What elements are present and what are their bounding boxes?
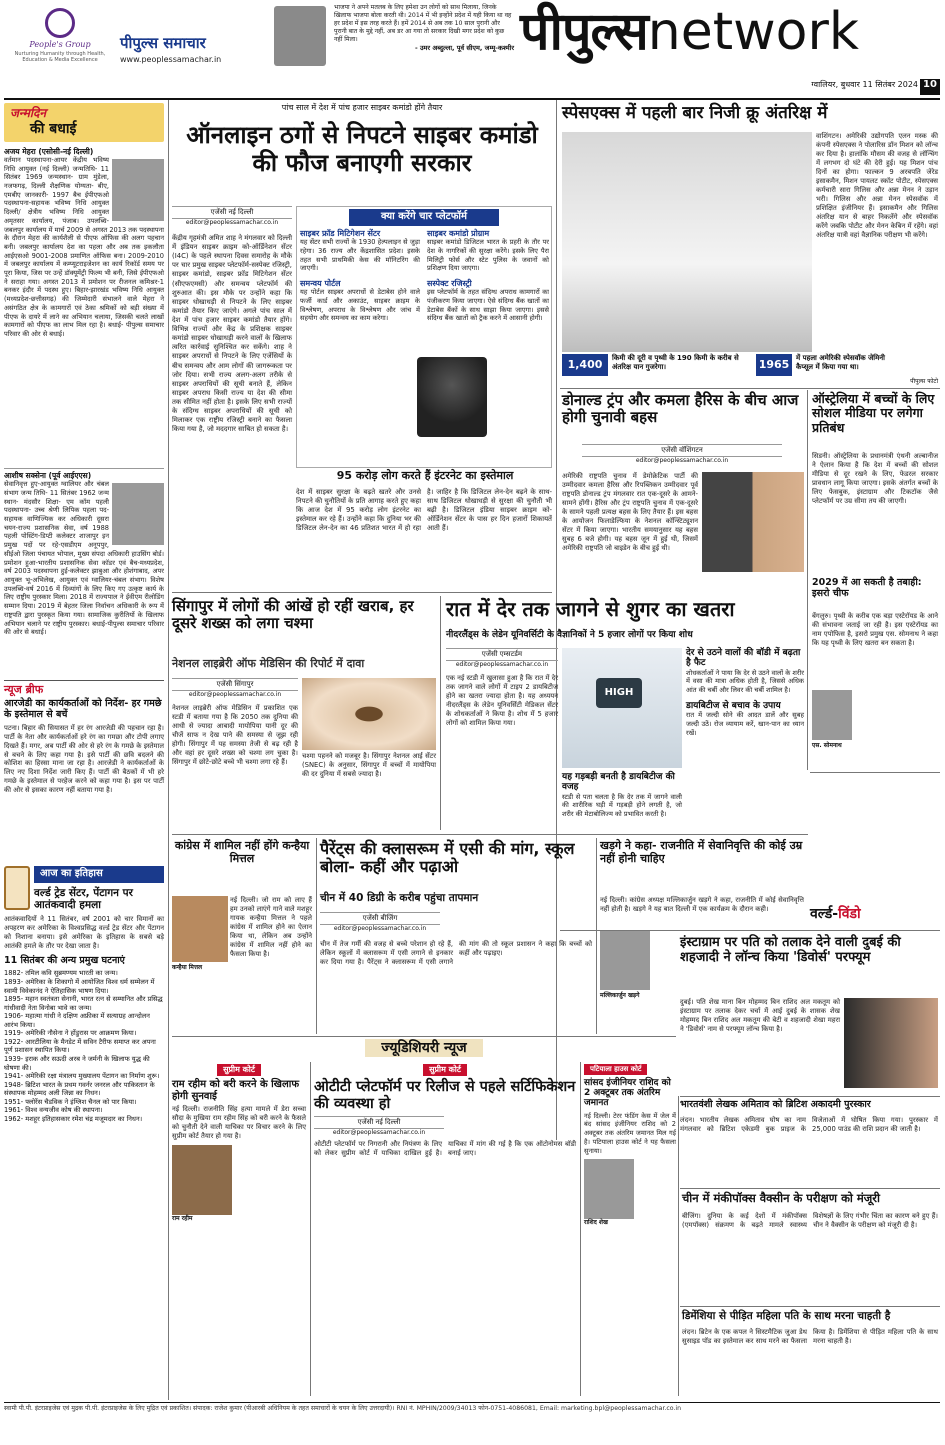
world-window-label-b: विंडो (838, 906, 861, 922)
news-brief-section (4, 680, 164, 860)
person2-photo (112, 483, 164, 545)
judiciary-label (172, 1040, 676, 1060)
paper-small-title: पीपुल्स समाचार (120, 34, 206, 52)
history-event: 1941- अमेरिकी रक्षा मंत्रालय मुख्यालय पेंटागन का निर्माण शुरू। (4, 1072, 160, 1081)
quote-text: भाजपा ने अपने मतलब के लिए हमेशा उन लोगों को साथ मिलाया, जिनके खिलाफ भाजपा बोला करती थी। 2014 में भी इन्होंने प्रदेश में यही किया था वह हर प्रदेश में इस तरह करते हैं। हमें 2014 से अब तक 10 साल पुरानी और पुरानी बात के मुद्दे नहीं, अब डर आ गया तो सरकार दिखी मगर प्रदेश को कुछ नहीं मिला। (334, 4, 512, 44)
judiciary-col3-headline: सांसद इंजीनियर राशिद को 2 अक्टूबर तक अंतरिम जमानत (584, 1077, 671, 1109)
cyber-sub-text: देश में साइबर सुरक्षा के बढ़ते खतरे और उनसे निपटने की चुनौतियों के प्रति आगाह करते हुए कहा कि आज देश में 95 करोड़ लोग इंटरनेट का इस्तेमाल कर रहे हैं। उन्होंने कहा कि दुनिया भर की डिजिटल लेन-देन का 46 प्रतिशत भारत में हो रहा है। जाहिर है कि डिजिटल लेन-देन बढ़ने के साथ-साथ डिजिटल धोखाधड़ी से सुरक्षा की चुनौती भी बढ़ी है। डिजिटल इंडिया साइबर क्राइम को-ऑर्डिनेशन सेंटर के पास हर दिन हजारों शिकायतें आती हैं। (296, 488, 552, 533)
sugar-side-title: देर से उठने वालों की बॉडी में बढ़ता है फैट (686, 648, 801, 669)
judiciary-col3 (584, 1064, 676, 1394)
spacex-credit: पीपुल्स फोटो (910, 378, 938, 385)
history-event: 1895- महान स्वतंत्रता सेनानी, भारत रत्न से सम्मानित और प्रसिद्ध गांधीवादी नेता विनोबा भावे का जन्म। (4, 995, 163, 1012)
dementia-headline: डिमेंशिया से पीड़ित महिला पति के साथ मरना चाहती है (682, 1310, 891, 1322)
debate-photo (702, 472, 804, 572)
booker-text: लंदन। भारतीय लेखक अमिताव घोष का नाम मंगलवार को ब्रिटिश एकेडमी बुक प्राइज के विजेताओं में घोषित किया गया। पुरस्कार में 25,000 पाउंड की राशि प्रदान की जाती है। (680, 1116, 938, 1133)
judiciary-col2-headline: ओटीटी प्लेटफॉर्म पर रिलीज से पहले सर्टिफिकेशन की व्यवस्था हो (314, 1079, 576, 1112)
world-window-label (810, 906, 940, 926)
cyber-byline-block (172, 206, 292, 230)
sugar-byline: एजेंसी एम्सटर्डम (446, 648, 558, 661)
cyber-box4-text: इस प्लेटफॉर्म के तहत संदिग्ध अपराध कामगारों का पंजीकरण किया जाएगा। ऐसे संदिग्ध बैंक खातों का डेटाबेस बैंकों के साथ साझा किया जाएगा। इससे संदिग्ध बैंक खातों को ट्रैक करने में आसानी होगी। (427, 288, 549, 323)
ac-byline-block (320, 912, 440, 936)
australia-sub-headline: 2029 में आ सकती है तबाही: इसरो चीफ (812, 577, 922, 599)
history-event: 1893- अमेरिका के शिकागो में आयोजित विश्व धर्म सम्मेलन में स्वामी विवेकानंद ने ऐतिहासिक भाषण दिया। (4, 977, 155, 995)
sugar-headline: रात में देर तक जागने से शुगर का खतरा (446, 597, 735, 621)
judiciary-col1-headline: राम रहीम को बरी करने के खिलाफ होगी सुनवाई (172, 1079, 300, 1102)
judiciary-col3-tag: पटियाला हाउस कोर्ट (584, 1064, 647, 1075)
spacex-stat1-text: किमी की दूरी व पृथ्वी के 190 किमी के करीब से अंतरिक्ष यान गुजरेगा। (612, 354, 739, 371)
kharge-photo (600, 930, 650, 990)
spacex-text: वाशिंगटन। अमेरिकी उद्योगपति एलन मस्क की कंपनी स्पेसएक्स ने पोलारिस डॉन मिशन को लॉन्च कर दिया है। हालांकि मौसम की वजह से लॉन्चिंग में लगभग दो घंटे की देरी हुई। यह मिशन पांच दिनों का होगा। फाल्कन 9 अरबपति जेरेड इसाकमैन, मिशन पायलट स्कॉट पोटीट, स्पेसएक्स कर्मचारी सारा गिलिस और अन्ना मेनन ने उड़ान भरी। गिलिस और अन्ना मेनन स्पेसवॉक में प्रशिक्षित इंजीनियर हैं। इसाकमैन और गिलिस अंतरिक्ष यान से बाहर निकलेंगे और स्पेसवॉक करेंगे जबकि पोटीट और मेनन केबिन में रहेंगे। वहां अंतरिक्ष यात्री वहां वैज्ञानिक परीक्षण भी करेंगे। (816, 132, 938, 239)
page-number: 10 (920, 79, 940, 95)
quote-photo (274, 6, 326, 66)
birthday-header (4, 103, 164, 142)
group-name: People's Group (29, 40, 91, 49)
title-hindi: पीपुल्स (520, 2, 648, 62)
history-headline: वर्ल्ड ट्रेड सेंटर, पेंटागन पर आतंकवादी हमला (34, 886, 133, 911)
judiciary-col2-byline: एजेंसी नई दिल्ली (314, 1116, 444, 1129)
ac-headline: पैरेंट्स की क्लासरूम में एसी की मांग, स्कूल बोला- कहीं और पढ़ाओ (320, 839, 575, 877)
sugar-side-text: शोधकर्ताओं ने पाया कि देर से उठने वालों के शरीर में वसा की मात्रा अधिक होती है, जिससे अधिक आंत की चर्बी और लिवर की चर्बी शामिल है। (686, 668, 804, 695)
spacex-stat2-text: में पहला अमेरिकी स्पेसवॉक जेमिनी कैप्सूल में किया गया था। (796, 354, 885, 371)
singapore-byline-block (172, 678, 298, 702)
news-brief-headline: आरजेडी का कार्यकर्ताओं को निर्देश- हर गमछे के इस्तेमाल से बचें (4, 697, 162, 720)
calendar-icon (4, 866, 30, 910)
cyber-box1-text: यह सेंटर सभी राज्यों के 1930 हेल्पलाइन से जुड़ा रहेगा। 36 राज्य और केंद्रशासित प्रदेश। इसके तहत सभी प्राथमिकी केस की मॉनिटरिंग की जाएगी। (300, 238, 420, 273)
birthday-header-top: जन्मदिन (10, 106, 47, 120)
dateline: ग्वालियर, बुधवार 11 सितंबर 2024 (811, 80, 918, 89)
paper-small-brand (120, 34, 270, 84)
sugar-byline-block (446, 648, 558, 672)
debate-text: अमेरिकी राष्ट्रपति चुनाव में डेमोक्रेटिक पार्टी की उम्मीदवार कमला हैरिस और रिपब्लिकन उम्मीदवार पूर्व राष्ट्रपति डोनाल्ड ट्रंप मंगलवार रात एक-दूसरे के आमने-सामने होंगी। हैरिस और ट्रंप राष्ट्रपति चुनाव में एक-दूसरे के सामने पहली प्रत्यक्ष बहस के लिए तैयार हैं। इस बहस के आयोजन फिलाडेल्फिया के नेशनल कॉन्स्टिट्यूशन सेंटर में किया जाएगा। भारतीय समयानुसार यह बहस सुबह 6 बजे होगी। यह बहस जून में हुई थी, जिसमें अमेरिकी राष्ट्रपति जो बाइडेन के बीच हुई थी। (562, 472, 698, 552)
cyber-box (296, 206, 552, 468)
history-event: 1948- ब्रिटिश भारत के प्रथम गवर्नर जनरल और पाकिस्तान के संस्थापक मोहम्मद अली जिन्ना का निधन। (4, 1080, 155, 1098)
debate-byline: एजेंसी वॉशिंगटन (582, 444, 782, 457)
sugar-tip-text: रात में जल्दी सोने की आदत डालें और सुबह जल्दी उठें। रोज व्यायाम करें, खान-पान का ध्यान रखें। (686, 711, 804, 737)
judiciary-col3-caption: राशिद शेख (584, 1219, 608, 1227)
sugar-email: editor@peoplessamachar.co.in (455, 660, 549, 668)
cyber-box1-title: साइबर फ्रॉड मिटिगेशन सेंटर (300, 229, 381, 238)
history-label: आज का इतिहास (34, 866, 164, 883)
kanhaiya-photo (172, 896, 228, 962)
world-window-photo (844, 998, 938, 1088)
history-text: आतंकवादियों ने 11 सितंबर, वर्ष 2001 को चार विमानों का अपहरण कर अमेरिका के विश्वप्रसिद्ध वर्ल्ड ट्रेड सेंटर और पेंटागन को निशाना बनाया। इसे अमेरिका के इतिहास के सबसे बड़े आतंकी हमले के तौर पर देखा जाता है। (4, 914, 164, 950)
judiciary-col1-text: नई दिल्ली। राजनीति सिंह हत्या मामले में डेरा सच्चा सौदा के मुखिया राम रहीम सिंह को बरी करने के फैसले को चुनौती देने वाली याचिका पर विचार करने के लिए सुप्रीम कोर्ट तैयार हो गया है। (172, 1105, 306, 1140)
world-window-label-a: वर्ल्ड- (810, 906, 839, 922)
cyber-box4-title: सस्पेक्ट रजिस्ट्री (427, 279, 472, 288)
cyber-kicker: पांच साल में देश में पांच हजार साइबर कमांडो होंगे तैयार (281, 103, 443, 112)
vaccine-text: बीजिंग। दुनिया के कई देशों में मंकीपॉक्स (एमपॉक्स) संक्रमण के बढ़ते मामले स्वास्थ्य विशेषज्ञों के लिए गंभीर चिंता का कारण बने हुए हैं। चीन ने वैक्सीन के परीक्षण को मंजूरी दी है। (682, 1212, 938, 1229)
spacex-crew-photo (562, 132, 812, 352)
kharge-text: नई दिल्ली। कांग्रेस अध्यक्ष मल्लिकार्जुन खड़गे ने कहा, राजनीति में कोई सेवानिवृत्ति नहीं होती है। खड़गे ने यह बात दिल्ली में एक कार्यक्रम के दौरान कही। (600, 896, 804, 913)
ac-text: चीन में तेज गर्मी की वजह से बच्चे परेशान हो रहे हैं, लेकिन स्कूलों में क्लासरूम में एसी लगाने से इनकार कर दिया गया है। पैरेंट्स ने क्लासरूम में एसी लगाने की मांग की तो स्कूल प्रशासन ने कहा कि बच्चों को कहीं और पढ़ाइए। (320, 940, 592, 966)
world-window-text: दुबई। पति शेख माना बिन मोहम्मद बिन राशिद अल मकतूम को इंस्टाग्राम पर तलाक देकर चर्चा में आई दुबई के शासक शेख मोहम्मद बिन राशिद अल मकतूम की बेटी व शहजादी शेखा महरा ने 'डिवोर्स' नाम से परफ्यूम लॉन्च किया है। (680, 998, 840, 1033)
sugar-callout-title: यह गड़बड़ी बनती है डायबिटीज की वजह (562, 772, 675, 793)
kharge-headline: खड़गे ने कहा- राजनीति में सेवानिवृत्ति की कोई उम्र नहीं होनी चाहिए (600, 839, 803, 865)
ac-kicker: चीन में 40 डिग्री के करीब पहुंचा तापमान (320, 892, 479, 904)
main-title (520, 0, 940, 72)
cyber-sub-headline: 95 करोड़ लोग करते हैं इंटरनेट का इस्तेमाल (336, 469, 514, 482)
australia-headline: ऑस्ट्रेलिया में बच्चों के लिए सोशल मीडिया पर लगेगा प्रतिबंध (812, 391, 935, 435)
glucometer-display: HIGH (596, 678, 642, 708)
judiciary-col2-text: ओटीटी प्लेटफॉर्म पर निगरानी और नियंत्रण के लिए को लेकर सुप्रीम कोर्ट में याचिका दाखिल हुई है। याचिका में मांग की गई है कि एक ऑटोनोमस बॉडी बनाई जाए। (314, 1139, 576, 1157)
cyber-box3-title: साइबर कमांडो प्रोग्राम (427, 229, 490, 238)
person2-text: सेवानिवृत्त हुए-आयुक्त ग्वालियर और चंबल संभाग जन्म तिथि- 11 सितंबर 1962 जन्म स्थान- मंदसौर शिक्षा- एम कॉम पहली पदस्थापना- उच्च श्रेणी लिपिक पहला पद-सहायक वाणिज्यिक कर अधिकारी दूसरा चयन-राज्य प्रशासनिक सेवा, वर्ष 1988 पहली पोस्टिंग-डिप्टी कलेक्टर शाजापुर इन प्रमुख पदों पर रहे-एसडीएम अनूपपुर, सीईओ जिला पंचायत भोपाल, मुख्य संपदा अधिकारी हाउसिंग बोर्ड। प्रमोशन हुआ-भारतीय प्रशासनिक सेवा कॉडर एवं बैच-मध्यप्रदेश, वर्ष 2003 पदस्थापना हुई-कलेक्टर झाबुआ और होशंगाबाद, अपर आयुक्त भू-अभिलेख, आयुक्त एवं ग्वालियर-चंबल संभाग। विशेष उपलब्धि-वर्ष 2016 में दिव्यांगों के लिए किए गए उत्कृष्ट कार्य के लिए राष्ट्रीय पुरस्कार मिला। 2018 में राज्यपाल ने ईवीएम रीलोडिंग सम्मान दिया। 2019 में बेहतर जिला निर्वाचन अधिकारी के रूप में राष्ट्रपति द्वारा पुरस्कृत किया गया। सामाजिक कुरीतियों के खिलाफ अभियान चलाने पर राष्ट्रीय पुरस्कार। बधाई-पीपुल्स समाचार परिवार की ओर से बधाई। (4, 480, 164, 637)
imprint-footer: स्वामी पी.पी. इंटरप्राइजेस एवं मुद्रक पी.पी. इंटरप्राइजेस के लिए मुद्रित एवं प्रकाशित। संपादक: राजेश कुमार (पीआरबी अधिनियम के तहत समाचारों के चयन के लिए उत्तरदायी)। RNI नं. MPHIN/2009/34013 फोन-0751-4086081, Email: marketing.bpl@peoplessamachar.co.in (4, 1405, 682, 1412)
person1-name: अजय मेहरा (एसोसी-नई दिल्ली) (4, 146, 94, 156)
singapore-byline: एजेंसी सिंगापुर (172, 678, 298, 691)
kanhaiya-headline: कांग्रेस में शामिल नहीं होंगे कन्हैया मित्तल (174, 839, 310, 865)
judiciary-col3-text: नई दिल्ली। टेरर फंडिंग केस में जेल में बंद सांसद इंजीनियर राशिद को 2 अक्टूबर तक अंतरिम जमानत मिल गई है। पटियाला हाउस कोर्ट ने यह फैसला सुनाया। (584, 1111, 676, 1155)
sugar-side (686, 648, 804, 830)
eye-photo (302, 678, 436, 750)
cyber-box-title: क्या करेंगे चार प्लेटफॉर्म (349, 209, 499, 226)
cyber-email: editor@peoplessamachar.co.in (185, 218, 279, 226)
hacker-image (417, 357, 487, 437)
debate-headline: डोनाल्ड ट्रंप और कमला हैरिस के बीच आज होगी चुनावी बहस (562, 391, 799, 427)
history-event: 1939- इराक और सऊदी अरब ने जर्मनी के खिलाफ युद्ध की घोषणा की। (4, 1055, 150, 1072)
website: www.peoplessamachar.in (120, 54, 222, 64)
spacex-stat1-number: 1,400 (562, 354, 608, 376)
dementia-text: लंदन। ब्रिटेन के एक कपल ने सिस्टमैटिक जुआ डेथ सुसाइड पॉड का इस्तेमाल कर साथ मरने का फैसला किया है। डिमेंशिया से पीड़ित महिला पति के साथ मरना चाहती है। (682, 1328, 938, 1345)
cyber-box2-text: यह पोर्टल साइबर अपराधों से डेटाबेस होने वाले फर्जी कार्ड और अकाउंट, साइबर क्राइम के विश्लेषण, अपराध के विश्लेषण और जांच में सहयोग और समन्वय का काम करेगा। (300, 288, 420, 323)
person2-name: आशीष सक्सेना (पूर्व आईएएस) (4, 468, 164, 480)
judiciary-col2 (314, 1064, 576, 1394)
ac-email: editor@peoplessamachar.co.in (333, 924, 427, 932)
judiciary-col1-tag: सुप्रीम कोर्ट (217, 1064, 261, 1076)
sugar-callout-text: स्टडी से पता चलता है कि देर तक में जागने वाली की शारीरिक घड़ी में गड़बड़ी होने लगती है, जो शरीर की मेटाबोलिज्म को प्रभावित करती है। (562, 792, 682, 819)
spacex-headline: स्पेसएक्स में पहली बार निजी क्रू अंतरिक्ष में (562, 103, 828, 123)
judiciary-label-text: ज्यूडिशियरी न्यूज (365, 1039, 482, 1057)
group-tagline: Nurturing Humanity through Health, Education & Media Excellence (14, 51, 106, 64)
judiciary-col2-email: editor@peoplessamachar.co.in (332, 1129, 426, 1137)
ac-byline: एजेंसी बीजिंग (320, 912, 440, 925)
history-event: 1951- फ्लोरेंस चैडविक ने इंग्लिश चैनल को पार किया। (4, 1097, 137, 1106)
masthead-quote (334, 4, 514, 82)
kanhaiya-text: नई दिल्ली। जो राम को लाए हैं हम उनको लाएंगे गाने वाले मशहूर गायक कन्हैया मित्तल ने पहले कांग्रेस में शामिल होने का ऐलान किया था, लेकिन अब उन्होंने कांग्रेस में शामिल नहीं होने का फैसला किया है। (230, 896, 312, 958)
singapore-text: नेशनल लाइब्रेरी ऑफ मेडिसिन में प्रकाशित एक स्टडी में बताया गया है कि 2050 तक दुनिया की आधी से ज्यादा आबादी मायोपिया यानी दूर की चीजें साफ न देख पाने की समस्या से जूझ रही होगी। सिंगापुर में यह समस्या तेजी से बढ़ रही है और वहां हर दूसरे शख्स को चश्मा लग चुका है। सिंगापुर में छोटे-छोटे बच्चे भी चश्मा लगा रहे हैं। (172, 704, 298, 766)
cyber-box3-text: साइबर कमांडो डिजिटल भारत के प्रहरी के तौर पर देश के नागरिकों की सुरक्षा करेंगे। इसके लिए पैरा मिलिट्री फोर्स और स्टेट पुलिस के जवानों को प्रशिक्षण दिया जाएगा। (427, 238, 549, 273)
debate-email: editor@peoplessamachar.co.in (635, 456, 729, 464)
history-event: 1919- अमेरिकी नौसेना ने होंडुरास पर आक्रमण किया। (4, 1029, 137, 1038)
history-event: 1882- तमिल कवि सुब्रमण्यम भारती का जन्म। (4, 969, 118, 978)
judiciary-col2-tag: सुप्रीम कोर्ट (423, 1064, 467, 1076)
quote-attribution: - उमर अब्दुल्ला, पूर्व सीएम, जम्मू-कश्मीर (415, 44, 514, 53)
vaccine-headline: चीन में मंकीपॉक्स वैक्सीन के परीक्षण को मंजूरी (682, 1191, 880, 1205)
sugar-text: एक नई स्टडी में खुलासा हुआ है कि रात में देर तक जागने वाले लोगों में टाइप 2 डायबिटीज होने का खतरा ज्यादा होता है। यह अध्ययन नीदरलैंड्स के लेडेन यूनिवर्सिटी मेडिकल सेंटर के शोधकर्ताओं ने किया है। शोध में 5 हजार लोगों को शामिल किया गया। (446, 674, 558, 727)
rashid-photo (584, 1159, 634, 1219)
kharge-caption: मल्लिकार्जुन खड़गे (600, 992, 640, 999)
cyber-byline: एजेंसी नई दिल्ली (172, 206, 292, 219)
singapore-headline: सिंगापुर में लोगों की आंखें हो रहीं खराब, हर दूसरे शख्स को लगा चश्मा (172, 597, 414, 633)
singapore-text2: चश्मा पहनने को मजबूर है। सिंगापुर नेशनल आई सेंटर (SNEC) के अनुसार, सिंगापुर में बच्चों में मायोपिया की दर दुनिया में सबसे ज्यादा है। (302, 752, 436, 778)
debate-byline-block (582, 444, 782, 468)
birthday-section (4, 103, 164, 663)
spacex-stat2-number: 1965 (756, 354, 792, 376)
news-brief-text: पटना। बिहार की सियासत में हर रंग आरजेडी की पहचान रहा है। पार्टी के नेता और कार्यकर्ताओं हरे रंग का गमछा और टोपी लगाए दिखते हैं। मगर, अब पार्टी की ओर से हरे रंग के गमछे के इस्तेमाल से बचने के लिए कहा गया है। इसे पार्टी की छवि बदलने की कोशिश का हिस्सा माना जा रहा है। आरजेडी ने कार्यकर्ताओं के लिए नए दिशा निर्देश जारी किए हैं। पार्टी की बैठकों में भी हरे गमछे के इस्तेमाल से परहेज करने को कहा गया है। इस पर पार्टी की ओर से इसका कारण नहीं बताया गया है। (4, 723, 164, 795)
birthday-header-bottom: की बधाई (30, 121, 77, 137)
history-section (4, 866, 164, 1396)
australia-text: सिडनी। ऑस्ट्रेलिया के प्रधानमंत्री एंथनी अल्बानीज ने ऐलान किया है कि देश में बच्चों की सोशल मीडिया से दूर रखने के लिए, फेडरल सरकार प्रावधान लागू किया जाएगा। इसके अंतर्गत बच्चों के लिए फेसबुक, इंस्टाग्राम और टिकटॉक जैसे प्लेटफॉर्म पर उम्र सीमा तय की जाएगी। (812, 452, 938, 505)
singapore-kicker: नेशनल लाइब्रेरी ऑफ मेडिसिन की रिपोर्ट में दावा (172, 657, 365, 670)
history-event: 1961- विश्व वन्यजीव कोष की स्थापना। (4, 1106, 103, 1115)
cyber-headline: ऑनलाइन ठगों से निपटने साइबर कमांडो की फौज बनाएगी सरकार (186, 121, 538, 177)
sugar-kicker: नीदरलैंड्स के लेडेन यूनिवर्सिटी के वैज्ञानिकों ने 5 हजार लोगों पर किया शोध (446, 630, 693, 640)
title-english: network (647, 2, 859, 62)
judiciary-col1-caption: राम रहीम (172, 1214, 193, 1222)
ram-rahim-photo (172, 1145, 232, 1215)
world-window-headline: इंस्टाग्राम पर पति को तलाक देने वाली दुबई की शहजादी ने लॉन्च किया 'डिवोर्स' परफ्यूम (680, 935, 901, 965)
history-events-list (4, 969, 164, 1123)
group-logo-block (4, 4, 116, 98)
somnath-photo (812, 690, 852, 740)
judiciary-col1 (172, 1064, 306, 1394)
history-events-title: 11 सितंबर की अन्य प्रमुख घटनाएं (4, 954, 125, 966)
booker-headline: भारतवंशी लेखक अमिताव को ब्रिटिश अकादमी पुरस्कार (680, 1099, 871, 1110)
history-event: 1922- आरटीलिया के मैनडेट में सविन टैरीफ समाप्त कर अपना पूर्ण प्रशासन स्थापित किया। (4, 1037, 156, 1055)
people-logo-icon (45, 8, 75, 38)
kanhaiya-caption: कन्हैया मित्तल (172, 964, 203, 971)
history-event: 1962- मशहूर इतिहासकार रमेश चंद्र मजूमदार का निधन। (4, 1114, 143, 1123)
singapore-email: editor@peoplessamachar.co.in (188, 690, 282, 698)
person1-photo (112, 159, 164, 221)
sugar-tip-title: डायबिटीज से बचाव के उपाय (686, 700, 781, 711)
glucometer-photo (562, 648, 682, 768)
australia-sub-text: बेंगलुरु। पृथ्वी के करीब एक बड़ा एस्टेरॉयड के आने की संभावना जताई जा रही है। इस एस्टेरॉयड का नाम एपोफिस है, इसरो प्रमुख एस. सोमनाथ ने कहा कि यह पृथ्वी के लिए खतरा बन सकता है। (812, 612, 938, 647)
sugar-callout (562, 772, 682, 832)
cyber-intro: केंद्रीय गृहमंत्री अमित शाह ने मंगलवार को दिल्ली में इंडियन साइबर क्राइम को-ऑर्डिनेशन सेंटर (I4C) के पहले स्थापना दिवस समारोह के मौके पर चार प्रमुख साइबर प्लेटफॉर्म-सस्पेक्ट रजिस्ट्री, साइबर कमांडो, साइबर फ्रॉड मिटिगेशन सेंटर (सीएफएमसी) और समन्वय प्लेटफॉर्म की शुरुआत की। इस मौके पर उन्होंने कहा कि साइबर धोखाधड़ी से निपटने के लिए साइबर कमांडो तैयार किए जाएंगे। अगले पांच साल में देश में पांच हजार साइबर कमांडो तैयार होंगे। विभिन्न राज्यों और केंद्र के प्रशिक्षक साइबर कमांडो साइबर धोखाधड़ी करने वालों के खिलाफ त्वरित कार्रवाई सुनिश्चित कर सकेंगे। शाह ने साइबर अपराधों से निपटने के लिए एजेंसियों के बीच समन्वय और आम लोगों की जागरूकता पर जोर दिया। सभी राज्य अलग-अलग तरीके से साइबर अपराधियों की सूची बनाते हैं, लेकिन साइबर अपराध किसी राज्य या देश की सीमा तक सीमित नहीं होता है। इसके लिए सभी राज्यों के संदिग्ध साइबर अपराधियों की सूची को मिलाकर एक राष्ट्रीय रजिस्ट्री बनाने का फैसला किया गया है, जो मददगार साबित हो सकता है। (172, 234, 292, 434)
history-event: 1906- महात्मा गांधी ने दक्षिण अफ्रीका में सत्याग्रह आन्दोलन आरंभ किया। (4, 1012, 150, 1029)
somnath-caption: एस. सोमनाथ (812, 742, 842, 749)
person1-text: वर्तमान पदस्थापना-आयर केंद्रीय भविष्य निधि आयुक्त (नई दिल्ली) जन्मतिथि- 11 सितंबर 1969 जन्मस्थान- ग्राम मुंडेला, नजफगढ़, दिल्ली शैक्षणिक योग्यता- बीए, एमबीए जानकारी- 1997 बैच ईपीएफओ पदस्थापना-सहायक भविष्य निधि आयुक्त दिल्ली/ क्षेत्रीय भविष्य निधि आयुक्त अमृतसर कार्यालय, पंजाब। उपलब्धि- जबलपुर कार्यालय में मार्च 2009 से अगस्त 2013 तक पदस्थापना के दौरान मेहरा की कार्यशैली से पीएफ ऑफिस की अलग पहचान बनी। जबलपुर कार्यालय देश का पहला और अब तक इकलौता आईएसओ 9001-2008 प्रमाणित ऑफिस बना। 2009-2010 में जबलपुर कार्यालय में कम्प्यूटराइजेशन का कार्य रिकॉर्ड समय पर पूरा किया, जिस पर उन्हें डॉक्यूमेंट्री फिल्म भी बनी, जिसे ईपीएफओ ने सराहा गया। अगस्त 2013 में प्रमोशन पर रीजनल कमिश्नर-1 बनकर इंदौर में पदस्थ हुए। बिहार-झारखंड भविष्य निधि आयुक्त (मध्यप्रदेश-छत्तीसगढ़) की जिम्मेदारी संभालने वाले मेहरा ने असंगठित क्षेत्र के कामगारों एवं ठेका श्रमिकों को बड़ी संख्या में पीएफ के दायरे में लाने का अभियान चलाया, जिसकी चलते लाखों कामगारों को पीएफ का लाभ मिल रहा है। बधाई- पीपुल्स समाचार परिवार की ओर से बधाई। (4, 155, 164, 338)
cyber-box2-title: समन्वय पोर्टल (300, 279, 341, 288)
news-brief-label: न्यूज ब्रीफ (4, 683, 44, 696)
